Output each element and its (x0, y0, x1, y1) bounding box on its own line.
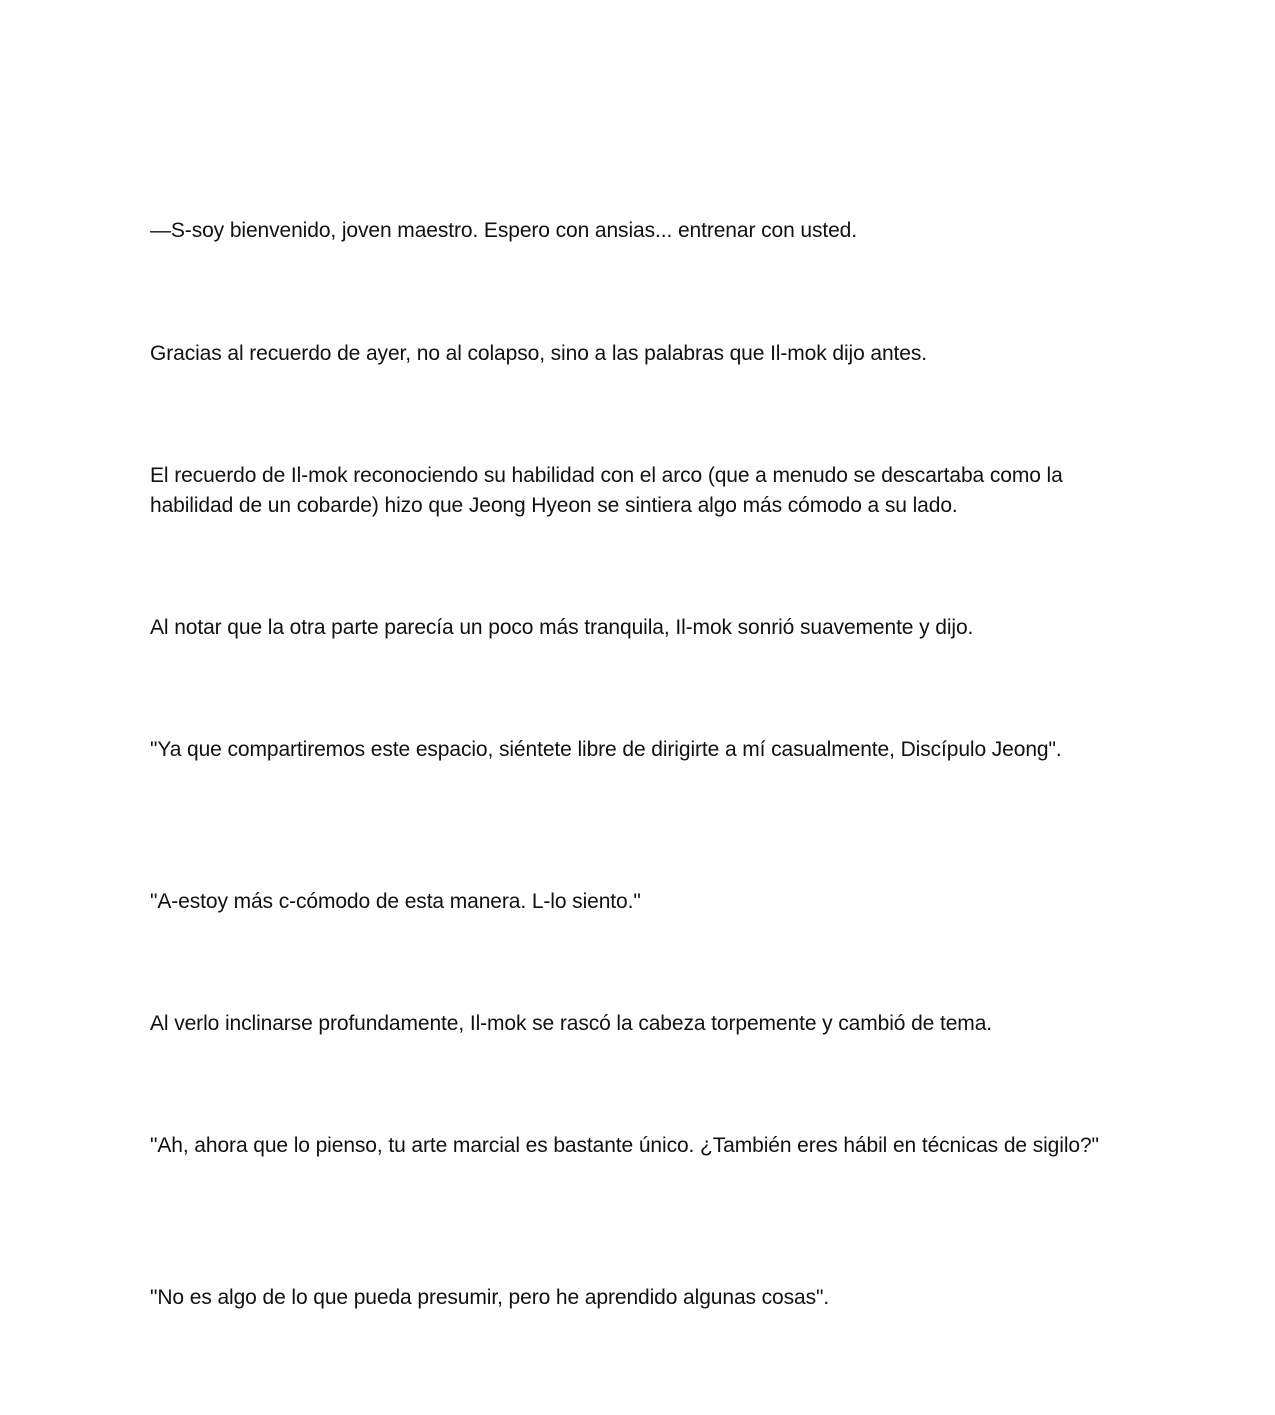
paragraph-6: "A-estoy más c-cómodo de esta manera. L-lo siento." (150, 890, 641, 913)
paragraph-4: Al notar que la otra parte parecía un poco más tranquila, Il-mok sonrió suavemente y dijo. (150, 616, 974, 639)
paragraph-7: Al verlo inclinarse profundamente, Il-mok se rascó la cabeza torpemente y cambió de tema. (150, 1012, 993, 1035)
paragraph-1: —S-soy bienvenido, joven maestro. Espero con ansias... entrenar con usted. (150, 219, 857, 242)
paragraph-3: El recuerdo de Il-mok reconociendo su habilidad con el arco (que a menudo se descartaba como la habilidad de un cobarde) hizo que Jeong Hyeon se sintiera algo más cómodo a su lado. (150, 464, 1063, 517)
paragraph-9: "No es algo de lo que pueda presumir, pero he aprendido algunas cosas". (150, 1286, 830, 1309)
paragraph-8: "Ah, ahora que lo pienso, tu arte marcial es bastante único. ¿También eres hábil en técnicas de sigilo?" (150, 1134, 1099, 1157)
paragraph-5: "Ya que compartiremos este espacio, siéntete libre de dirigirte a mí casualmente, Discípulo Jeong". (150, 738, 1062, 761)
paragraph-2: Gracias al recuerdo de ayer, no al colapso, sino a las palabras que Il-mok dijo antes. (150, 342, 928, 365)
